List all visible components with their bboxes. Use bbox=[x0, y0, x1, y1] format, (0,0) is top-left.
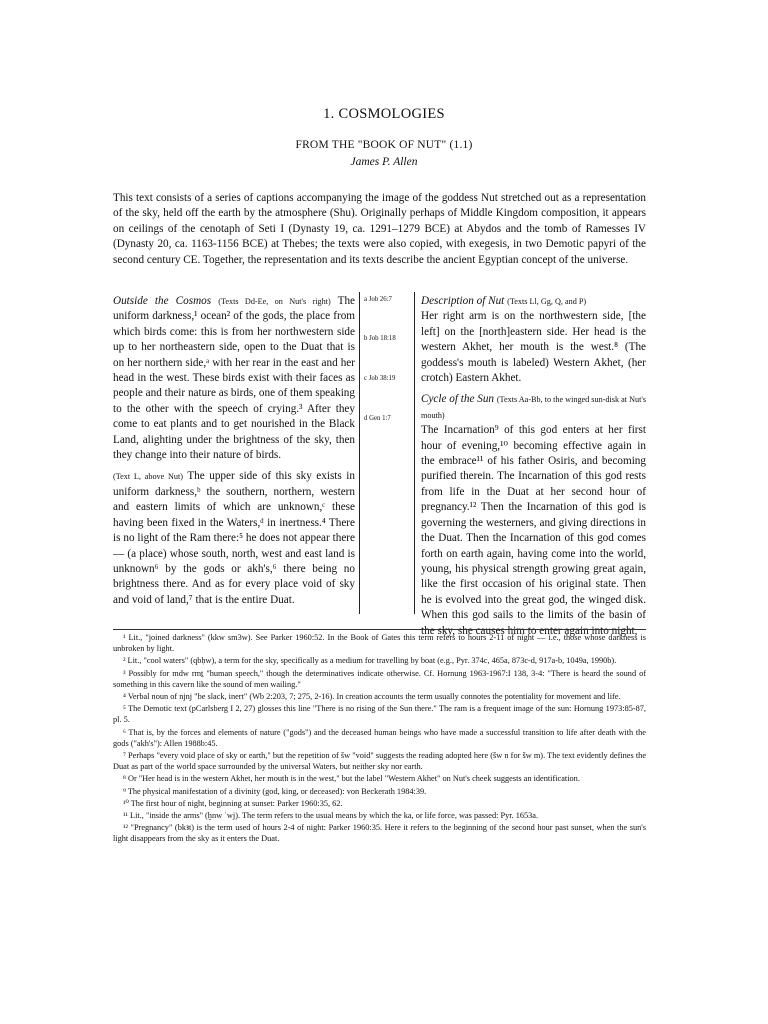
upper-sky-text: The upper side of this sky exists in uniform darkness,ᵇ the southern, northern, western and eastern limits of which are unknown,ᶜ these having been fixed in the Waters,ᵈ in inertness.⁴ There is no light of the Ram there:⁵ he does not appear there — (a place) whose south, north, west and east land is unknown⁶ by the gods or akh's,⁶ there being no brightness there. And as for every place void of sky and void of land,⁷ that is the entire Duat. bbox=[113, 470, 355, 606]
left-column bbox=[113, 294, 355, 614]
description-nut-note: (Texts Ll, Gg, Q, and P) bbox=[507, 297, 587, 306]
right-column bbox=[421, 294, 646, 645]
footnote-7: ⁷ Perhaps "every void place of sky or earth," but the repetition of šw "void" suggests the reading adopted here (šw n for šw m). The text evidently defines the Duat as part of the world space surrounded by the universal Waters, but neither sky nor earth. bbox=[113, 751, 646, 772]
footnote-4: ⁴ Verbal noun of njnj "be slack, inert" (Wb 2:203, 7; 275, 2-16). In creation accounts the term usually connotes the potentiality for movement and life. bbox=[123, 692, 621, 702]
cycle-sun-note: (Texts Aa-Bb, to the winged sun-disk at Nut's mouth) bbox=[421, 395, 647, 420]
footnote-6: ⁶ That is, by the forces and elements of nature ("gods") and the deceased human beings who have made a successful transition to life after death with the gods ("akh's"): Allen 1988b:45. bbox=[113, 727, 646, 748]
footnote-1: ¹ Lit., "joined darkness" (kkw sm3w). See Parker 1960:52. In the Book of Gates this term refers to hours 2-11 of night — i.e., those whose darkness is unbroken by light. bbox=[113, 633, 646, 654]
footnote-9: ⁹ The physical manifestation of a divinity (god, king, or deceased): von Beckerath 1984:39. bbox=[123, 786, 427, 796]
footnote-2: ² Lit., "cool waters" (qbḥw), a term for the sky, specifically as a medium for travelling by boat (e.g., Pyr. 374c, 465a, 873c-d, 917a-b, 1049a, 1990b). bbox=[123, 656, 617, 666]
chapter-title: 1. COSMOLOGIES bbox=[323, 106, 445, 122]
left-para-1 bbox=[113, 294, 355, 463]
margin-ref-c: c Job 38:19 bbox=[364, 375, 396, 382]
section-title: FROM THE "BOOK OF NUT" (1.1) bbox=[295, 139, 473, 151]
footnote-divider bbox=[113, 629, 646, 630]
outside-cosmos-text: The uniform darkness,¹ ocean² of the gods, the place from which birds come: this is from her northwestern side up to her northeastern side, open to the Duat that is on her northern side,ᵃ with her rear in the east and her head in the west. These birds exist with their faces as people and their nature as birds, one of them speaking to the other with the speech of crying.³ After they come to eat plants and to get nourished in the Black Land, alighting under the brightness of the sky, then they change into their nature of birds. bbox=[113, 295, 356, 462]
cycle-sun-heading: Cycle of the Sun bbox=[421, 393, 495, 406]
outside-cosmos-note: (Texts Dd-Ee, on Nut's right) bbox=[218, 297, 331, 306]
right-para-2 bbox=[421, 392, 646, 639]
right-para-1 bbox=[421, 294, 646, 386]
footnote-11: ¹¹ Lit., "inside the arms" (ḫnw ʿwj). The term refers to the usual means by which the ka, or life force, was passed: Pyr. 1653a. bbox=[123, 811, 539, 821]
author-name: James P. Allen bbox=[350, 156, 418, 168]
footnote-12: ¹² "Pregnancy" (bkꜣt) is the term used of hours 2-4 of night: Parker 1960:35. Here it refers to the beginning of the second hour past sunset, when the sun's light disappears from the sky as it enters the Duat. bbox=[113, 823, 646, 844]
footnote-8: ⁸ Or "Her head is in the western Akhet, her mouth is in the west," but the label "Western Akhet" on Nut's cheek suggests an identification. bbox=[123, 774, 580, 784]
outside-cosmos-heading: Outside the Cosmos bbox=[113, 295, 212, 307]
description-nut-heading: Description of Nut bbox=[421, 295, 505, 307]
cycle-sun-text: The Incarnation⁹ of this god enters at her first hour of evening,¹⁰ becoming effective again in the embrace¹¹ of his father Osiris, and becoming purified therein. The Incarnation of this god rests from life in the Duat at her second hour of pregnancy.¹² Then the Incarnation of this god is governing the westerners, and giving directions in the Duat. Then the Incarnation of this god comes forth on earth again, having come into the world, young, his physical strength growing great again, like the first occasion of his original state. Then he is evolved into the great god, the winged disk. When this god sails to the limits of the basin of the sky, she causes him to enter again into night, bbox=[421, 424, 646, 637]
right-column-divider bbox=[414, 292, 415, 614]
left-para-2 bbox=[113, 469, 355, 608]
footnote-5: ⁵ The Demotic text (pCarlsberg I 2, 27) glosses this line "There is no rising of the Sun there." The ram is a frequent image of the sun: Hornung 1973:85-87, pl. 5. bbox=[113, 704, 646, 725]
text-l-note: (Text L, above Nut) bbox=[113, 472, 184, 482]
margin-ref-d: d Gen 1:7 bbox=[364, 415, 391, 422]
margin-ref-a: a Job 26:7 bbox=[364, 296, 392, 303]
left-column-divider bbox=[359, 292, 360, 614]
intro-paragraph: This text consists of a series of captions accompanying the image of the goddess Nut stretched out as a representation of the sky, held off the earth by the atmosphere (Shu). Originally perhaps of Middle Kingdom composition, it appears on ceilings of the cenotaph of Seti I (Dynasty 19, ca. 1291–1279 BCE) at Abydos and the tomb of Ramesses IV (Dynasty 20, ca. 1163-1156 BCE) at Thebes; the texts were also copied, with exegesis, in two Demotic papyri of the second century CE. Together, the representation and its texts describe the ancient Egyptian concept of the universe. bbox=[113, 192, 646, 266]
footnotes bbox=[113, 632, 646, 846]
footnote-10: ¹⁰ The first hour of night, beginning at sunset: Parker 1960:35, 62. bbox=[123, 798, 343, 808]
description-nut-text: Her right arm is on the northwestern side, [the left] on the [north]eastern side. Her head is the western Akhet, her mouth is the west.⁸ (The goddess's mouth is labeled) Western Akhet, (her crotch) Eastern Akhet. bbox=[421, 310, 646, 385]
footnote-3: ³ Possibly for mdw rmṯ "human speech," though the determinatives indicate otherwise. Cf. Hornung 1963-1967:I 138, 3-4: "There is heard the sound of something in this cavern like the sound of men wailing." bbox=[113, 668, 646, 689]
margin-ref-b: b Job 18:18 bbox=[364, 335, 396, 342]
